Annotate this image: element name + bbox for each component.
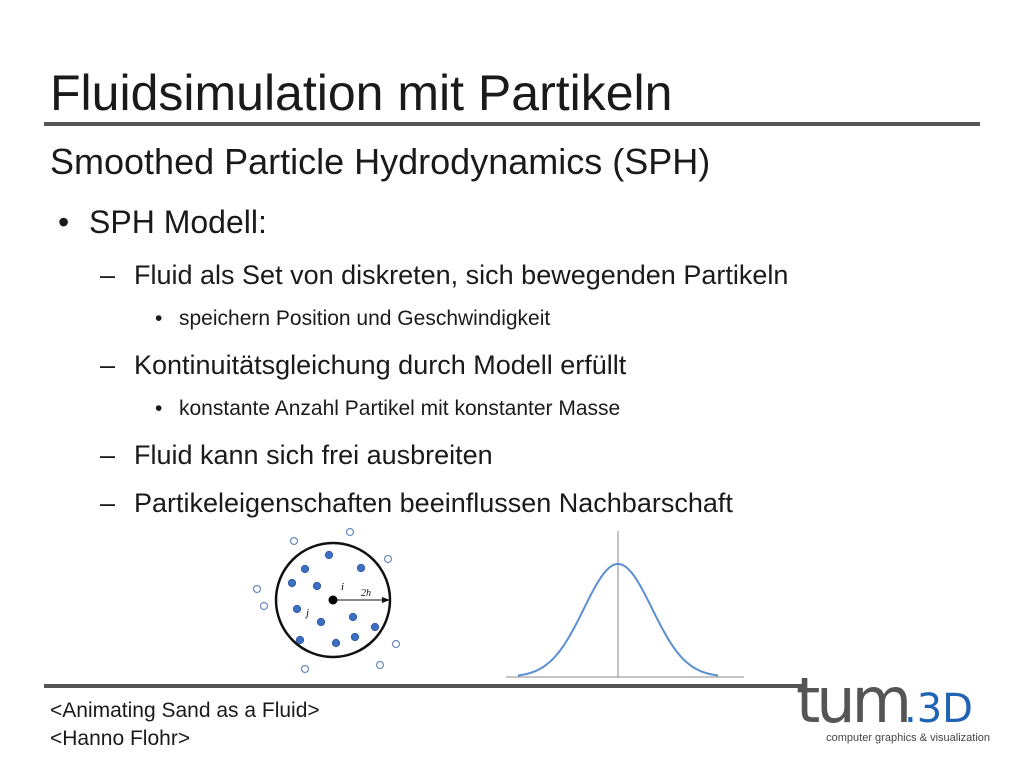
bullet-dot-icon: • xyxy=(58,204,70,240)
sub-bullet-item xyxy=(155,305,550,333)
footer-divider xyxy=(44,684,804,688)
sub-bullet-item xyxy=(155,395,620,423)
logo-3d-text: .3D xyxy=(904,686,973,732)
label-i: i xyxy=(341,581,345,593)
kernel-function-plot xyxy=(500,527,750,687)
slide-subtitle: Smoothed Particle Hydrodynamics (SPH) xyxy=(50,141,711,182)
label-2h: 2h xyxy=(361,588,371,599)
dash-icon: – xyxy=(100,350,116,380)
bullet-item-text: Kontinuitätsgleichung durch Modell erfüllt xyxy=(134,350,627,380)
bullet-level1-text: SPH Modell: xyxy=(89,204,267,240)
footer-author: <Hanno Flohr> xyxy=(50,727,191,750)
bullet-level1 xyxy=(58,202,267,242)
bullet-dot-icon: • xyxy=(155,397,163,420)
dash-icon: – xyxy=(100,260,116,290)
sub-bullet-item-text: konstante Anzahl Partikel mit konstanter Masse xyxy=(179,397,621,420)
bullet-item xyxy=(100,486,733,520)
footer-presentation-title: <Animating Sand as a Fluid> xyxy=(50,699,320,722)
bullet-item-text: Fluid kann sich frei ausbreiten xyxy=(134,440,493,470)
bullet-item-text: Partikeleigenschaften beeinflussen Nachbarschaft xyxy=(134,488,733,518)
sph-neighborhood-diagram xyxy=(240,522,420,682)
bullet-item xyxy=(100,348,626,382)
bullet-item xyxy=(100,258,788,292)
dash-icon: – xyxy=(100,488,116,518)
label-j: j xyxy=(306,607,310,619)
bullet-dot-icon: • xyxy=(155,307,163,330)
bullet-item xyxy=(100,438,493,472)
dash-icon: – xyxy=(100,440,116,470)
sub-bullet-item-text: speichern Position und Geschwindigkeit xyxy=(179,307,551,330)
logo-tum-text: tum xyxy=(796,666,908,732)
title-divider xyxy=(44,122,980,126)
bullet-item-text: Fluid als Set von diskreten, sich bewegenden Partikeln xyxy=(134,260,789,290)
logo-tagline: computer graphics & visualization xyxy=(826,732,990,744)
slide-title: Fluidsimulation mit Partikeln xyxy=(50,65,673,121)
tum-3d-logo xyxy=(796,666,992,732)
